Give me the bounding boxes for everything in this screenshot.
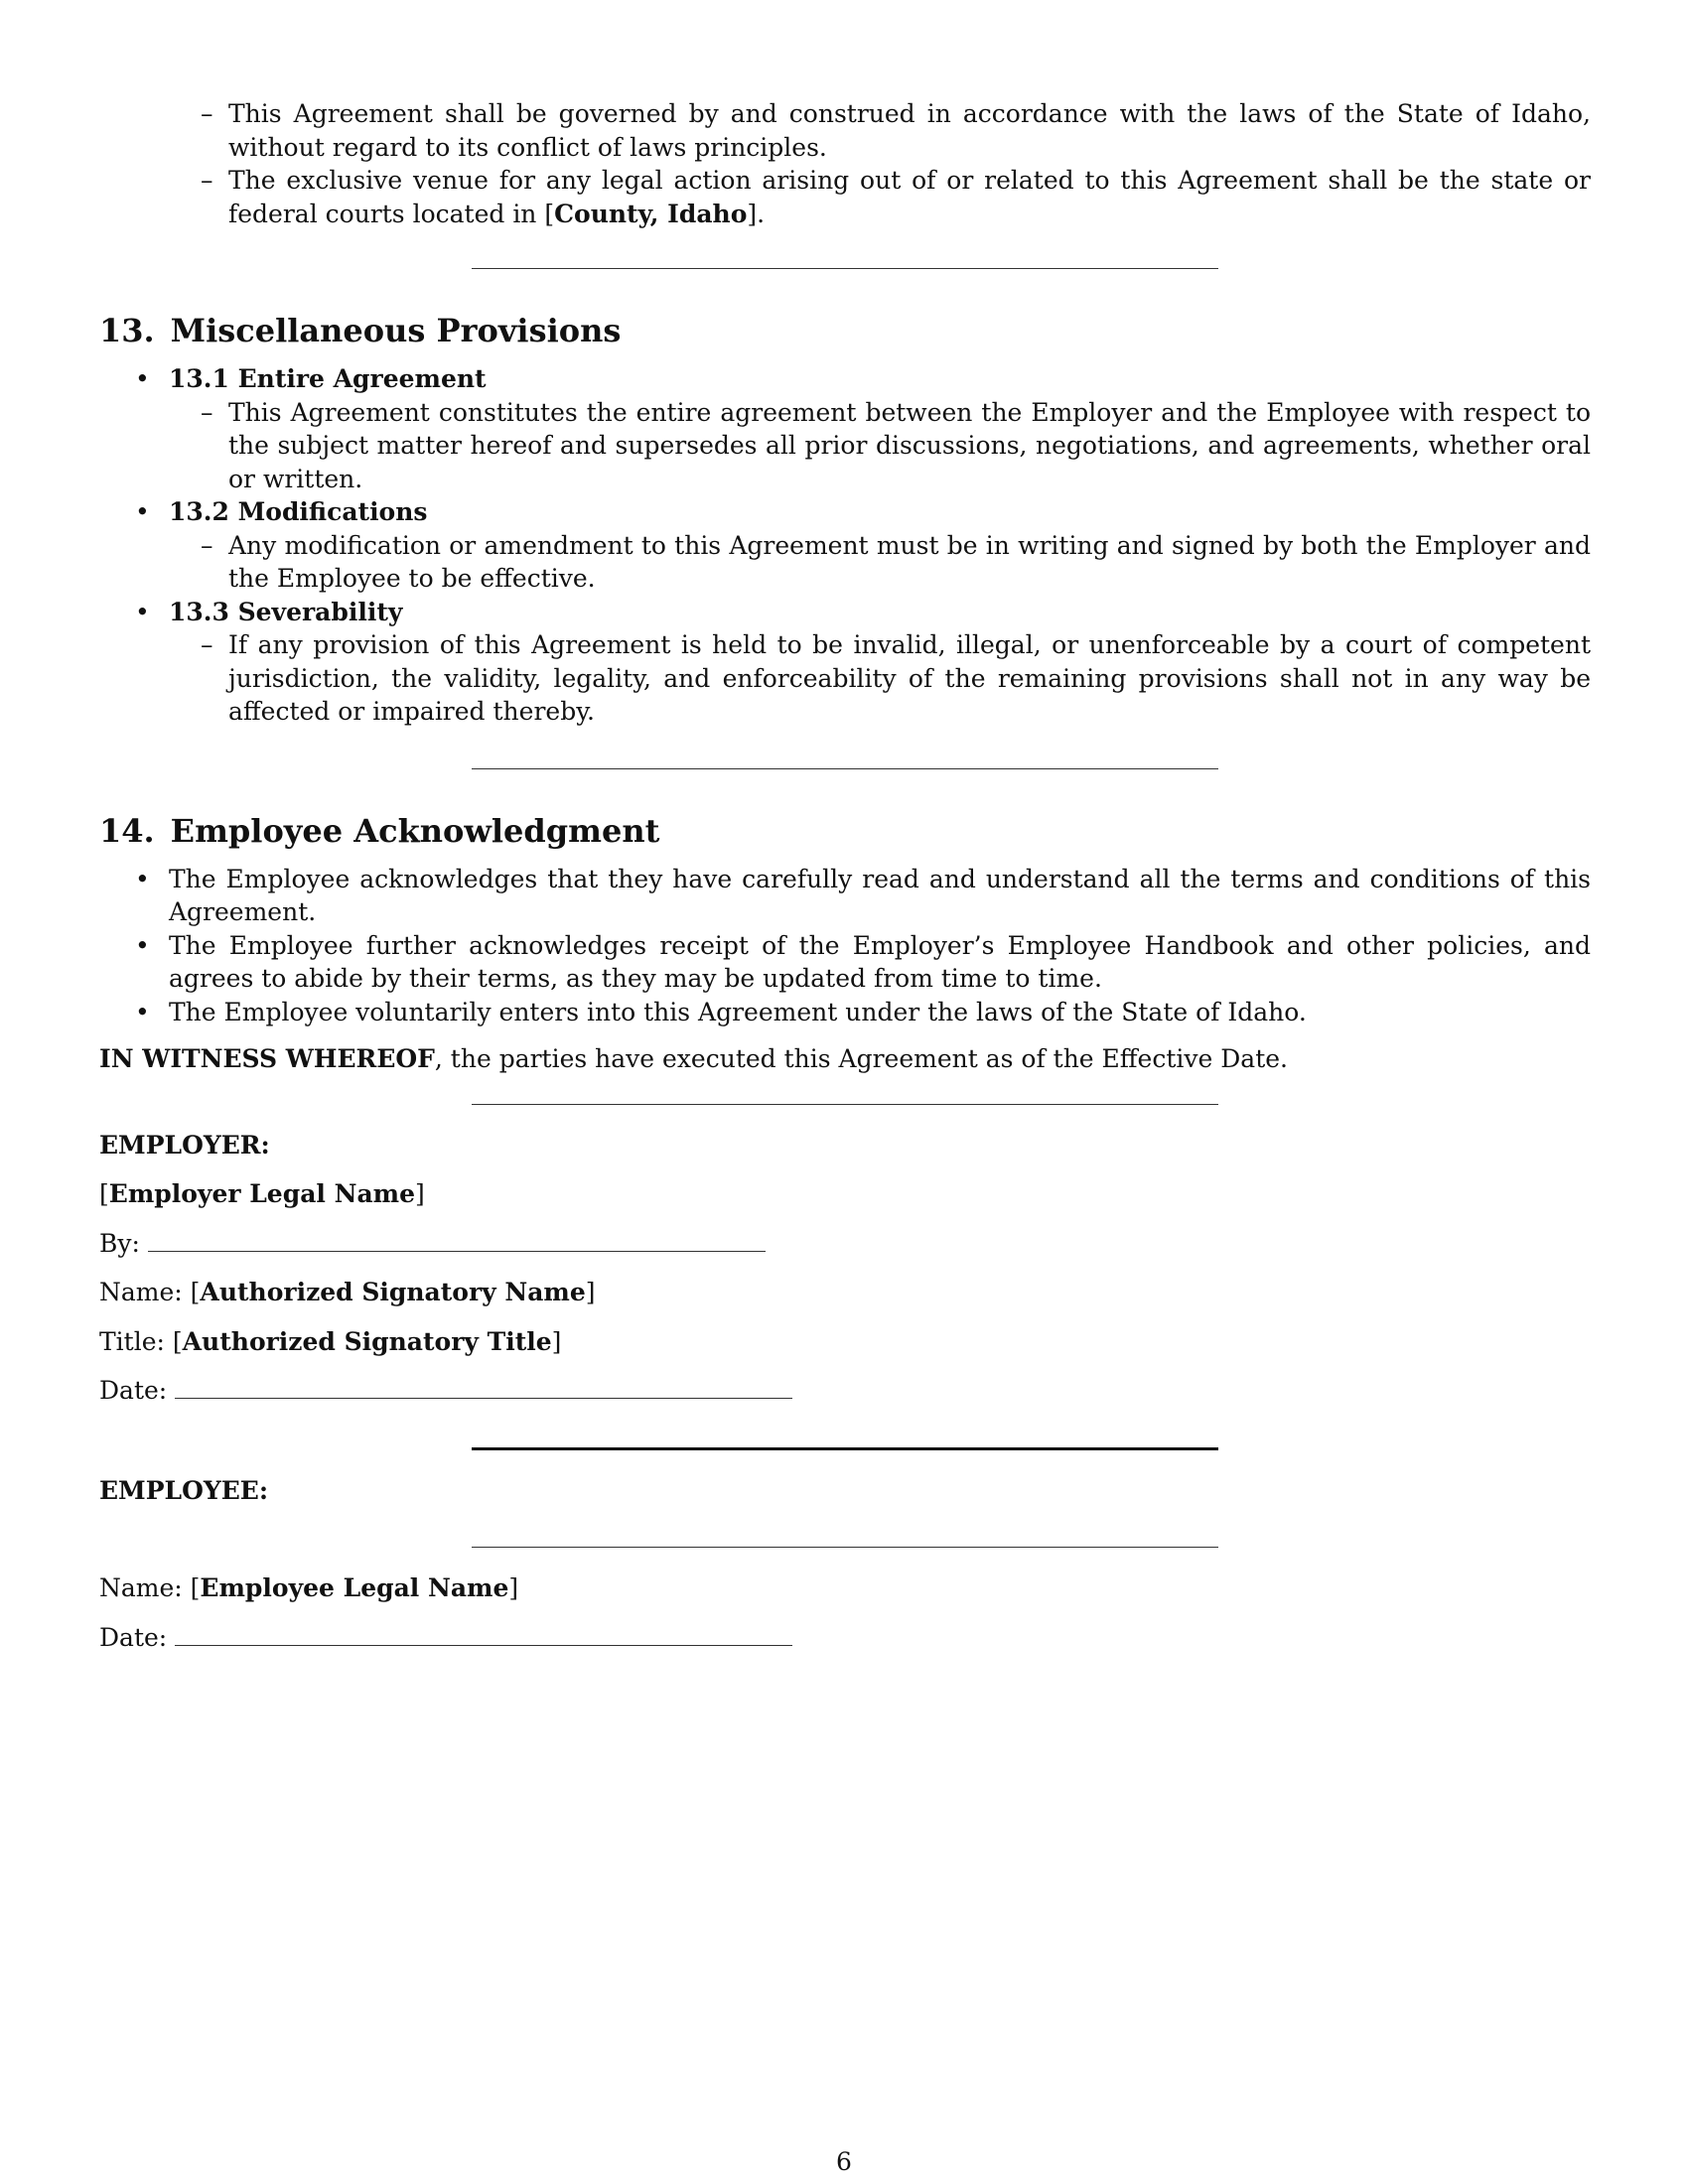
section-title: Employee Acknowledgment bbox=[170, 811, 660, 850]
title-label: Title: bbox=[99, 1326, 165, 1356]
witness-paragraph bbox=[99, 1042, 1591, 1076]
employer-date-field[interactable] bbox=[175, 1397, 792, 1399]
subsection-text-item bbox=[99, 396, 1591, 496]
name-label: Name: bbox=[99, 1573, 183, 1602]
horizontal-rule bbox=[472, 1447, 1218, 1450]
employer-title-line: Title: [Authorized Signatory Title] bbox=[99, 1326, 562, 1356]
page-number: 6 bbox=[836, 2147, 852, 2176]
acknowledgment-text: The Employee voluntarily enters into this Agreement under the laws of the State of Idaho. bbox=[169, 997, 1307, 1026]
list-item bbox=[99, 996, 1591, 1029]
list-item bbox=[99, 863, 1591, 929]
name-label: Name: bbox=[99, 1278, 183, 1306]
by-label: By: bbox=[99, 1228, 140, 1258]
subsection-text-item bbox=[99, 628, 1591, 729]
date-label: Date: bbox=[99, 1622, 168, 1652]
employer-date-line bbox=[99, 1374, 1591, 1408]
governing-law-list bbox=[99, 97, 1591, 230]
employee-legal-name: Employee Legal Name bbox=[200, 1573, 509, 1602]
subsection-13-2 bbox=[99, 495, 1591, 596]
section-14-heading bbox=[99, 811, 1591, 851]
section-13-list bbox=[99, 362, 1591, 729]
employee-name-line: Name: [Employee Legal Name] bbox=[99, 1573, 519, 1602]
list-item: – The exclusive venue for any legal action arising out of or related to this Agreement shall be the state or federal courts located in [County, Idaho]. bbox=[99, 164, 1591, 230]
section-number: 14. bbox=[99, 811, 155, 850]
employer-by-line bbox=[99, 1227, 1591, 1261]
subsection-13-1 bbox=[99, 362, 1591, 495]
horizontal-rule bbox=[472, 1104, 1218, 1105]
employer-signature-line[interactable] bbox=[148, 1250, 766, 1252]
page-content bbox=[99, 97, 1591, 1654]
employer-name-line: Name: [Authorized Signatory Name] bbox=[99, 1278, 596, 1306]
section-14-list bbox=[99, 863, 1591, 1029]
subsection-text: This Agreement constitutes the entire agreement between the Employer and the Employee with respect to the subject matter hereof and supersedes all prior discussions, negotiations, and agreements, whether oral or written. bbox=[228, 397, 1591, 493]
list-item bbox=[99, 97, 1591, 164]
date-label: Date: bbox=[99, 1376, 168, 1405]
subsection-text-item bbox=[99, 529, 1591, 596]
employer-heading: EMPLOYER: bbox=[99, 1130, 270, 1160]
subsection-heading: • 13.1 Entire Agreement bbox=[169, 364, 487, 393]
acknowledgment-text: The Employee acknowledges that they have carefully read and understand all the terms and conditions of this Agreement. bbox=[169, 864, 1591, 926]
section-title: Miscellaneous Provisions bbox=[170, 312, 622, 349]
acknowledgment-text: The Employee further acknowledges receipt of the Employer’s Employee Handbook and other policies, and agrees to abide by their terms, as they may be updated from time to time. bbox=[169, 930, 1591, 993]
governing-law-text: This Agreement shall be governed by and construed in accordance with the laws of the State of Idaho, without regard to its conflict of laws principles. bbox=[228, 99, 1591, 162]
witness-lead: IN WITNESS WHEREOF bbox=[99, 1044, 435, 1073]
employee-date-line bbox=[99, 1621, 1591, 1655]
horizontal-rule bbox=[472, 768, 1218, 769]
subsection-heading: • 13.3 Severability bbox=[169, 597, 403, 626]
section-number: 13. bbox=[99, 312, 155, 349]
subsection-text: Any modification or amendment to this Agreement must be in writing and signed by both the Employer and the Employee to be effective. bbox=[228, 530, 1591, 593]
witness-text: , the parties have executed this Agreement as of the Effective Date. bbox=[434, 1044, 1289, 1073]
employer-legal-name-line: [Employer Legal Name] bbox=[99, 1179, 425, 1208]
employee-heading: EMPLOYEE: bbox=[99, 1475, 269, 1505]
employee-date-field[interactable] bbox=[175, 1644, 792, 1646]
subsection-13-3 bbox=[99, 596, 1591, 729]
list-item bbox=[99, 929, 1591, 996]
horizontal-rule bbox=[472, 268, 1218, 269]
venue-placeholder: County, Idaho bbox=[554, 199, 748, 228]
venue-text: The exclusive venue for any legal action arising out of or related to this Agreement shall be the state or federal courts located in bbox=[228, 166, 1591, 228]
subsection-heading: • 13.2 Modifications bbox=[169, 497, 428, 526]
employer-legal-name: Employer Legal Name bbox=[108, 1179, 416, 1208]
signatory-name: Authorized Signatory Name bbox=[200, 1278, 586, 1306]
subsection-text: If any provision of this Agreement is held to be invalid, illegal, or unenforceable by a court of competent jurisdiction, the validity, legality, and enforceability of the remaining provisions shall not in any way be affected or impaired thereby. bbox=[228, 630, 1591, 726]
signatory-title: Authorized Signatory Title bbox=[182, 1326, 552, 1356]
section-13-heading bbox=[99, 311, 1591, 350]
employee-signature-line[interactable] bbox=[472, 1547, 1218, 1548]
